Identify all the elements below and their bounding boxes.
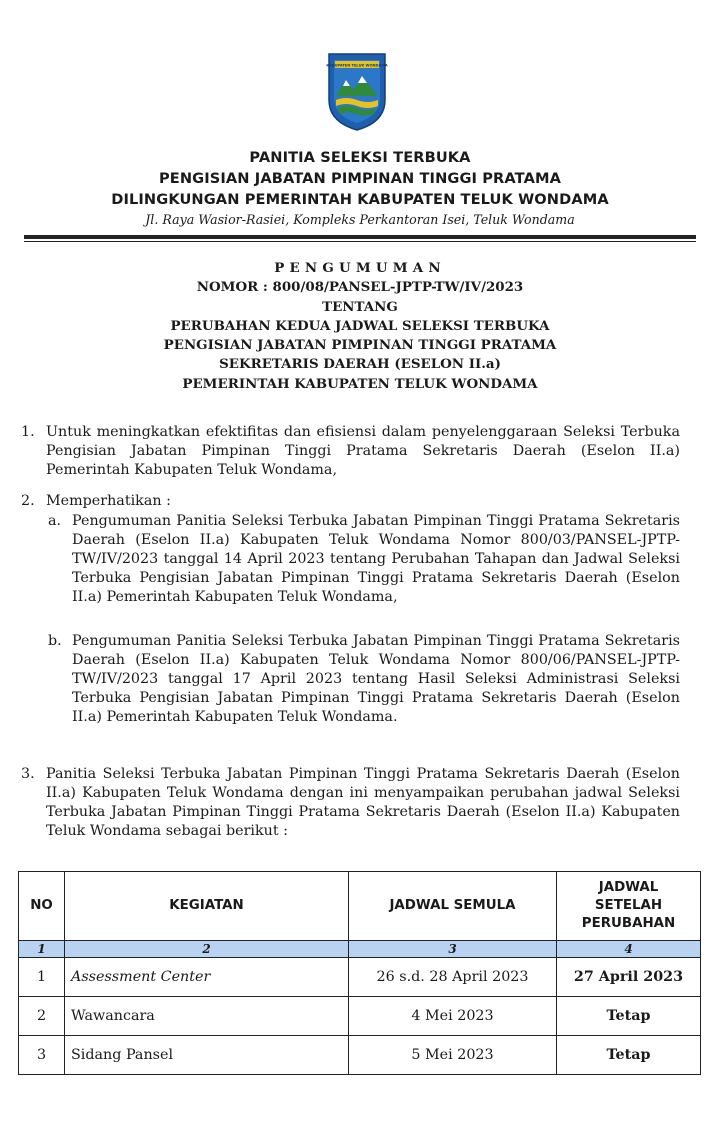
table-row [19, 958, 701, 997]
row-jadwal-setelah: 27 April 2023 [557, 958, 701, 997]
point-1-text: Untuk meningkatkan efektifitas dan efisiensi dalam penyelenggaraan Seleksi Terbuka Pengisian Jabatan Pimpinan Tinggi Pratama Sekretaris Daerah (Eselon II.a) Pemerintah Kabupaten Teluk Wondama, [46, 424, 680, 478]
header-jadwal-setelah-line-2: SETELAH [594, 898, 663, 913]
header-jadwal-setelah [557, 872, 701, 941]
announcement-heading: PENGUMUMAN [274, 260, 446, 276]
regency-emblem-icon [326, 52, 388, 132]
point-2-text: Memperhatikan : [46, 493, 171, 509]
point-1-number: 1. [21, 424, 35, 440]
row-kegiatan: Assessment Center [65, 958, 349, 997]
letterhead-divider-thick [24, 235, 696, 239]
row-no: 3 [19, 1036, 65, 1075]
header-jadwal-setelah-line-3: PERUBAHAN [581, 916, 676, 931]
announcement-subject-line-2: PENGISIAN JABATAN PIMPINAN TINGGI PRATAMA [163, 337, 557, 354]
point-2b-letter: b. [48, 633, 62, 649]
svg-text:KABUPATEN TELUK WONDAMA: KABUPATEN TELUK WONDAMA [326, 63, 388, 68]
letterhead-line-2: PENGISIAN JABATAN PIMPINAN TINGGI PRATAMA [158, 170, 561, 187]
point-3-number: 3. [21, 766, 35, 782]
row-no: 1 [19, 958, 65, 997]
column-index: 4 [557, 941, 701, 958]
row-kegiatan: Sidang Pansel [65, 1036, 349, 1075]
point-2b-text: Pengumuman Panitia Seleksi Terbuka Jabatan Pimpinan Tinggi Pratama Sekretaris Daerah (Eselon II.a) Kabupaten Teluk Wondama Nomor 800/06/PANSEL-JPTP-TW/IV/2023 tanggal 17 April 2023 tentang Hasil Seleksi Administrasi Seleksi Terbuka Pengisian Jabatan Pimpinan Tinggi Pratama Sekretaris Daerah (Eselon II.a) Pemerintah Kabupaten Teluk Wondama. [72, 633, 680, 725]
schedule-table-header [19, 872, 701, 941]
announcement-subject-line-1: PERUBAHAN KEDUA JADWAL SELEKSI TERBUKA [170, 317, 550, 334]
header-no: NO [19, 872, 65, 941]
letterhead-line-3: DILINGKUNGAN PEMERINTAH KABUPATEN TELUK WONDAMA [111, 191, 609, 208]
row-jadwal-setelah: Tetap [557, 1036, 701, 1075]
letterhead [20, 147, 700, 230]
table-row [19, 997, 701, 1036]
row-jadwal-semula: 5 Mei 2023 [349, 1036, 557, 1075]
row-jadwal-semula: 4 Mei 2023 [349, 997, 557, 1036]
header-kegiatan: KEGIATAN [65, 872, 349, 941]
point-3-text: Panitia Seleksi Terbuka Jabatan Pimpinan Tinggi Pratama Sekretaris Daerah (Eselon II.a) Kabupaten Teluk Wondama dengan ini menyampaikan perubahan jadwal Seleksi Terbuka Jabatan Pimpinan Tinggi Pratama Sekretaris Daerah (Eselon II.a) Kabupaten Teluk Wondama sebagai berikut : [46, 766, 680, 839]
schedule-table [18, 871, 701, 1075]
point-2a-text: Pengumuman Panitia Seleksi Terbuka Jabatan Pimpinan Tinggi Pratama Sekretaris Daerah (Eselon II.a) Kabupaten Teluk Wondama Nomor 800/03/PANSEL-JPTP-TW/IV/2023 tanggal 14 April 2023 tentang Perubahan Tahapan dan Jadwal Seleksi Terbuka Pengisian Jabatan Pimpinan Tinggi Pratama Sekretaris Daerah (Eselon II.a) Pemerintah Kabupaten Teluk Wondama, [72, 513, 680, 605]
letterhead-divider-thin [24, 241, 696, 242]
column-index: 2 [65, 941, 349, 958]
point-2-number: 2. [21, 493, 35, 509]
row-kegiatan: Wawancara [65, 997, 349, 1036]
announcement-subject-line-3: SEKRETARIS DAERAH (ESELON II.a) [219, 356, 501, 373]
header-jadwal-setelah-line-1: JADWAL [598, 880, 659, 895]
table-row [19, 1036, 701, 1075]
letterhead-line-1: PANITIA SELEKSI TERBUKA [249, 149, 471, 166]
column-index: 3 [349, 941, 557, 958]
announcement-subject-line-4: PEMERINTAH KABUPATEN TELUK WONDAMA [182, 375, 538, 392]
row-no: 2 [19, 997, 65, 1036]
point-2a-letter: a. [48, 513, 62, 529]
announcement-number: NOMOR : 800/08/PANSEL-JPTP-TW/IV/2023 [196, 279, 524, 296]
announcement-title-block [20, 259, 700, 394]
letterhead-address: Jl. Raya Wasior-Rasiei, Kompleks Perkantoran Isei, Teluk Wondama [145, 212, 575, 227]
column-index: 1 [19, 941, 65, 958]
row-jadwal-setelah: Tetap [557, 997, 701, 1036]
row-jadwal-semula: 26 s.d. 28 April 2023 [349, 958, 557, 997]
header-jadwal-semula: JADWAL SEMULA [349, 872, 557, 941]
announcement-tentang: TENTANG [322, 298, 398, 315]
column-index-row [19, 941, 701, 958]
